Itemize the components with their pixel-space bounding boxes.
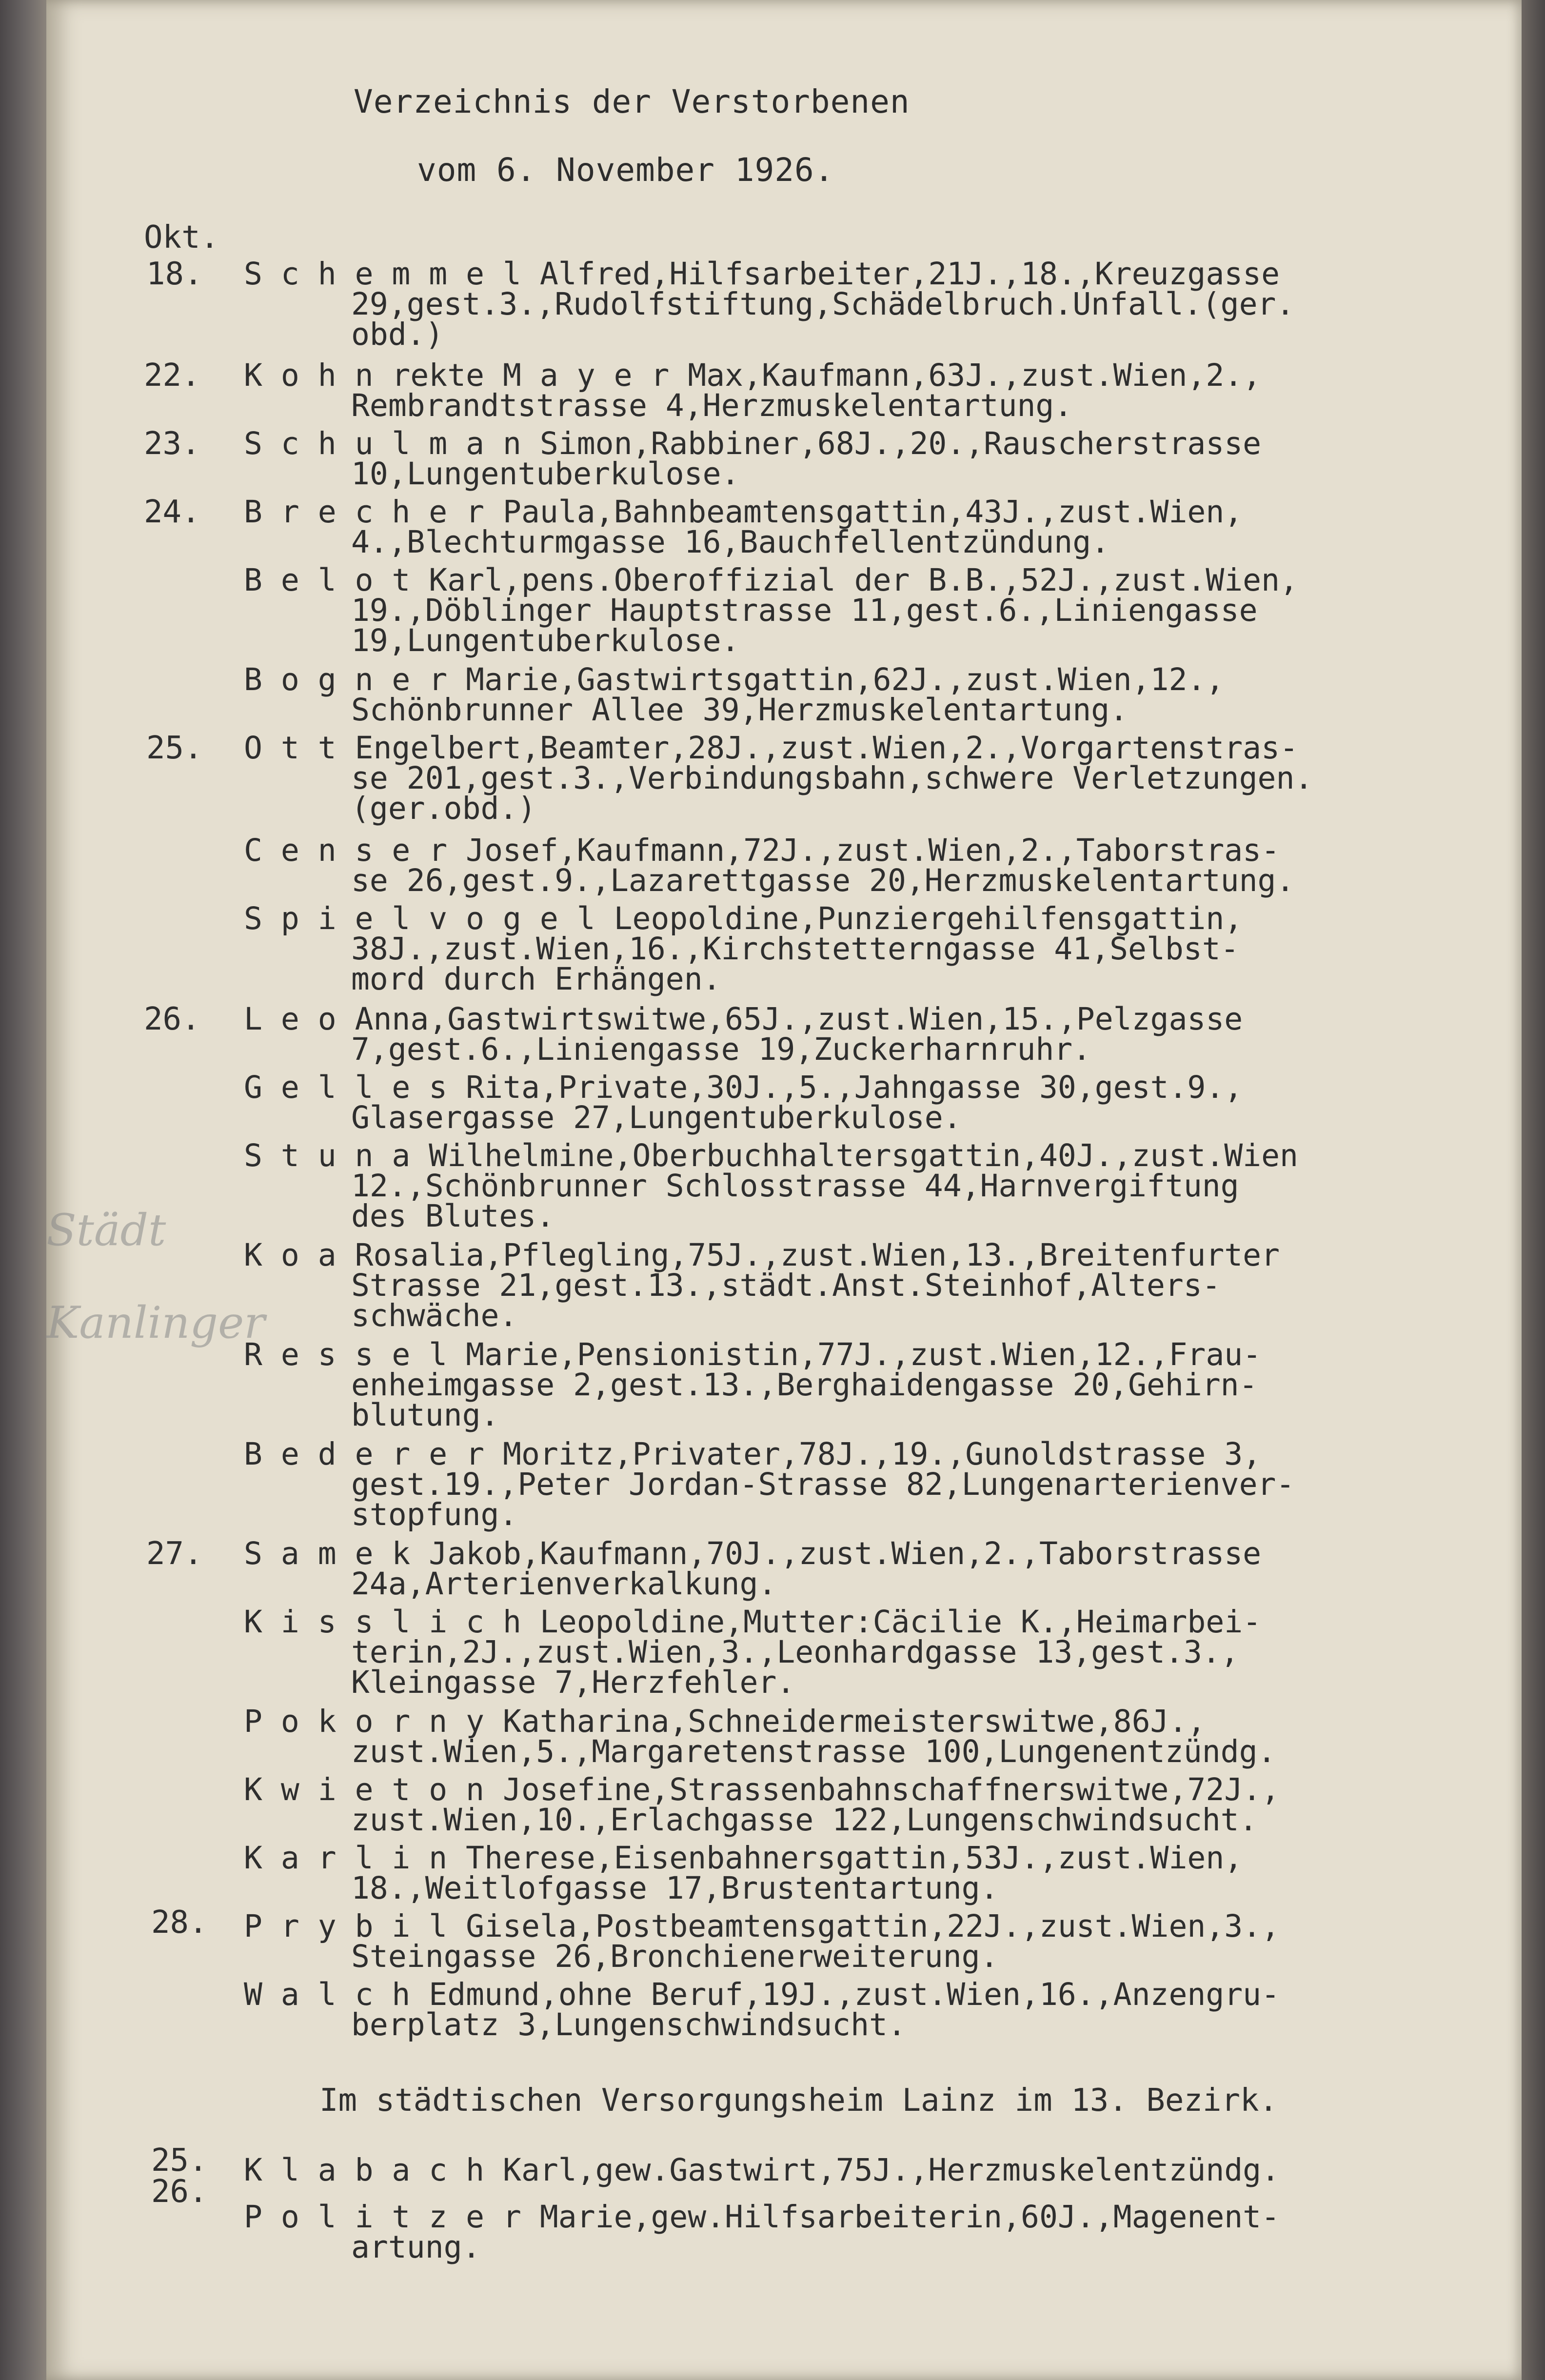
entry-date: 23. <box>144 426 200 462</box>
entry-text: L e o Anna,Gastwirtswitwe,65J.,zust.Wien,15.,Pelzgasse <box>244 1001 1243 1037</box>
entry-date: 27. <box>146 1536 203 1572</box>
page-edge <box>1522 0 1545 2380</box>
entry-date: 18. <box>146 256 203 292</box>
entry-text: 12.,Schönbrunner Schlosstrasse 44,Harnvergiftung <box>351 1168 1239 1204</box>
entry-text: mord durch Erhängen. <box>351 961 721 997</box>
page-title: Verzeichnis der Verstorbenen <box>354 83 910 120</box>
entry-text: K i s s l i c h Leopoldine,Mutter:Cäcilie K.,Heimarbei- <box>244 1604 1262 1640</box>
entry-text: berplatz 3,Lungenschwindsucht. <box>351 2007 906 2043</box>
entry-text: terin,2J.,zust.Wien,3.,Leonhardgasse 13,gest.3., <box>351 1634 1239 1670</box>
entry-text: Steingasse 26,Bronchienerweiterung. <box>351 1939 999 1974</box>
page-subtitle: vom 6. November 1926. <box>417 151 834 189</box>
entry-text: Strasse 21,gest.13.,städt.Anst.Steinhof,Alters- <box>351 1268 1221 1303</box>
entry-text: K a r l i n Therese,Eisenbahnersgattin,53J.,zust.Wien, <box>244 1840 1243 1876</box>
entry-date: 26. <box>151 2174 208 2210</box>
margin-note-handwritten: Städt <box>46 1205 166 1256</box>
entry-text: S a m e k Jakob,Kaufmann,70J.,zust.Wien,2.,Taborstrasse <box>244 1536 1262 1571</box>
entry-date: 28. <box>151 1904 208 1941</box>
section-heading: Im städtischen Versorgungsheim Lainz im 13. Bezirk. <box>319 2082 1278 2119</box>
entry-text: se 26,gest.9.,Lazarettgasse 20,Herzmuskelentartung. <box>351 863 1295 898</box>
entry-date: 22. <box>144 357 200 394</box>
entry-text: 38J.,zust.Wien,16.,Kirchstetterngasse 41,Selbst- <box>351 931 1239 967</box>
entry-text: K o h n rekte M a y e r Max,Kaufmann,63J.,zust.Wien,2., <box>244 357 1262 393</box>
margin-note-handwritten: Kanlinger <box>46 1297 265 1349</box>
entry-text: G e l l e s Rita,Private,30J.,5.,Jahngasse 30,gest.9., <box>244 1070 1243 1105</box>
entry-text: des Blutes. <box>351 1198 555 1234</box>
entry-date: 24. <box>144 494 200 530</box>
entry-text: 24a,Arterienverkalkung. <box>351 1566 777 1602</box>
entry-text: 10,Lungentuberkulose. <box>351 456 740 492</box>
entry-text: P o k o r n y Katharina,Schneidermeisterswitwe,86J., <box>244 1704 1206 1739</box>
entry-text: Glasergasse 27,Lungentuberkulose. <box>351 1100 962 1135</box>
entry-text: 19,Lungentuberkulose. <box>351 623 740 658</box>
entry-text: C e n s e r Josef,Kaufmann,72J.,zust.Wien,2.,Taborstras- <box>244 833 1280 868</box>
entry-text: obd.) <box>351 317 444 352</box>
entry-text: B e l o t Karl,pens.Oberoffizial der B.B.,52J.,zust.Wien, <box>244 562 1298 598</box>
book-binding <box>0 0 46 2380</box>
entry-text: W a l c h Edmund,ohne Beruf,19J.,zust.Wien,16.,Anzengru- <box>244 1977 1280 2012</box>
entry-text: S t u n a Wilhelmine,Oberbuchhaltersgattin,40J.,zust.Wien <box>244 1138 1298 1173</box>
entry-text: P r y b i l Gisela,Postbeamtensgattin,22J.,zust.Wien,3., <box>244 1908 1280 1944</box>
entry-text: Kleingasse 7,Herzfehler. <box>351 1665 795 1700</box>
entry-text: P o l i t z e r Marie,gew.Hilfsarbeiterin,60J.,Magenent- <box>244 2199 1280 2235</box>
entry-text: 18.,Weitlofgasse 17,Brustentartung. <box>351 1870 999 1906</box>
entry-text: 29,gest.3.,Rudolfstiftung,Schädelbruch.Unfall.(ger. <box>351 286 1295 322</box>
entry-text: se 201,gest.3.,Verbindungsbahn,schwere Verletzungen. <box>351 760 1313 796</box>
entry-date: 25. <box>146 730 203 766</box>
entry-date: 25. <box>151 2142 208 2179</box>
entry-text: blutung. <box>351 1397 499 1433</box>
entry-text: zust.Wien,10.,Erlachgasse 122,Lungenschwindsucht. <box>351 1802 1258 1838</box>
entry-text: (ger.obd.) <box>351 791 536 826</box>
entry-text: S p i e l v o g e l Leopoldine,Punziergehilfensgattin, <box>244 901 1243 936</box>
entry-text: R e s s e l Marie,Pensionistin,77J.,zust.Wien,12.,Frau- <box>244 1337 1262 1372</box>
entry-text: S c h e m m e l Alfred,Hilfsarbeiter,21J.,18.,Kreuzgasse <box>244 256 1280 292</box>
entry-text: O t t Engelbert,Beamter,28J.,zust.Wien,2.,Vorgartenstras- <box>244 730 1298 766</box>
entry-text: Rembrandtstrasse 4,Herzmuskelentartung. <box>351 388 1073 423</box>
entry-text: K l a b a c h Karl,gew.Gastwirt,75J.,Herzmuskelentzündg. <box>244 2152 1280 2188</box>
entry-text: 4.,Blechturmgasse 16,Bauchfellentzündung. <box>351 524 1110 560</box>
entry-text: gest.19.,Peter Jordan-Strasse 82,Lungenarterienver- <box>351 1467 1295 1502</box>
entry-text: K w i e t o n Josefine,Strassenbahnschaffnerswitwe,72J., <box>244 1772 1280 1807</box>
entry-text: enheimgasse 2,gest.13.,Berghaidengasse 20,Gehirn- <box>351 1367 1258 1403</box>
entry-text: 7,gest.6.,Liniengasse 19,Zuckerharnruhr. <box>351 1031 1091 1067</box>
entry-text: S c h u l m a n Simon,Rabbiner,68J.,20.,Rauscherstrasse <box>244 426 1262 461</box>
entry-text: K o a Rosalia,Pflegling,75J.,zust.Wien,13.,Breitenfurter <box>244 1237 1280 1273</box>
document-page <box>46 0 1522 2380</box>
entry-text: B o g n e r Marie,Gastwirtsgattin,62J.,zust.Wien,12., <box>244 662 1225 697</box>
entry-text: 19.,Döblinger Hauptstrasse 11,gest.6.,Liniengasse <box>351 593 1258 628</box>
entry-text: zust.Wien,5.,Margaretenstrasse 100,Lungenentzündg. <box>351 1734 1276 1769</box>
entry-text: schwäche. <box>351 1298 518 1333</box>
entry-date: 26. <box>144 1001 200 1037</box>
entry-text: stopfung. <box>351 1497 518 1532</box>
month-label: Okt. <box>144 219 219 256</box>
entry-text: B r e c h e r Paula,Bahnbeamtensgattin,43J.,zust.Wien, <box>244 494 1243 530</box>
entry-text: artung. <box>351 2229 481 2265</box>
entry-text: B e d e r e r Moritz,Privater,78J.,19.,Gunoldstrasse 3, <box>244 1436 1262 1472</box>
entry-text: Schönbrunner Allee 39,Herzmuskelentartung. <box>351 692 1129 728</box>
